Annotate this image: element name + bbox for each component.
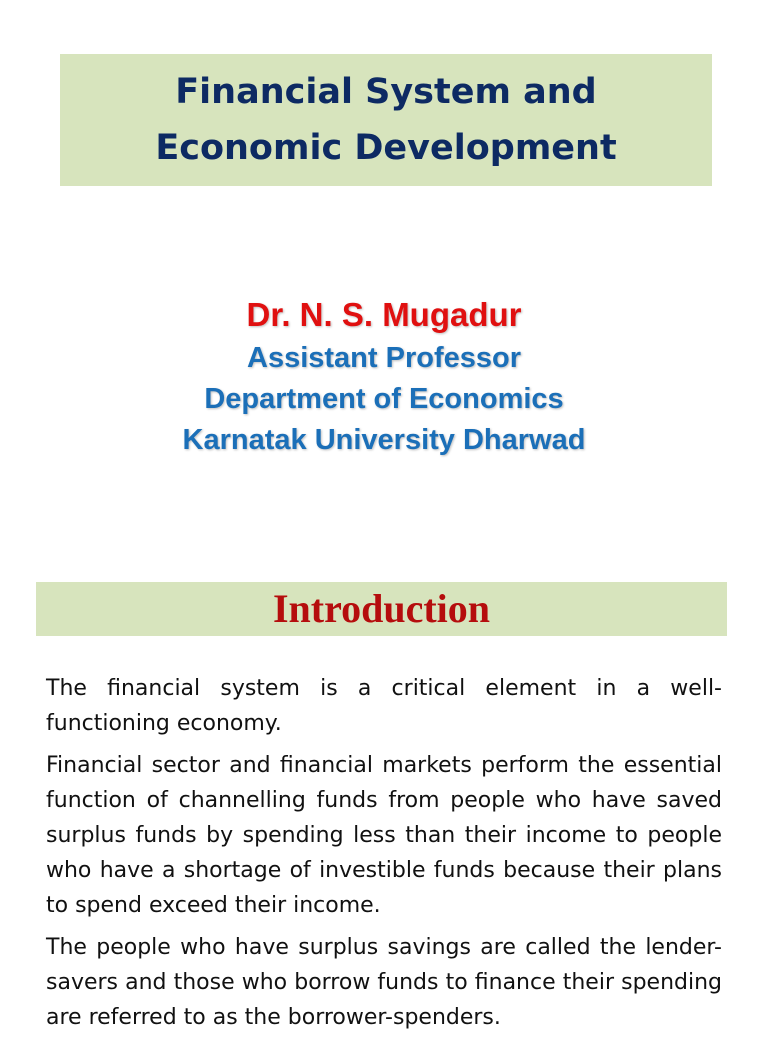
body-paragraph: The financial system is a critical element in a well-functioning economy. bbox=[46, 676, 722, 736]
body-paragraph: Financial sector and financial markets perform the essential function of channelling funds from people who have saved surplus funds by spending less than their income to people who have a shortage of investible funds because their plans to spend exceed their income. bbox=[46, 753, 722, 918]
slide-title: Financial System and Economic Development bbox=[155, 72, 617, 168]
author-position: Assistant Professor bbox=[247, 342, 521, 374]
author-university: Karnatak University Dharwad bbox=[182, 424, 586, 456]
body-paragraph: The people who have surplus savings are called the lender-savers and those who borrow funds to finance their spending are referred to as the borrower-spenders. bbox=[46, 935, 722, 1030]
introduction-body bbox=[46, 671, 722, 1042]
title-banner bbox=[60, 54, 712, 186]
author-block bbox=[0, 292, 768, 461]
author-department: Department of Economics bbox=[204, 383, 564, 415]
introduction-banner bbox=[36, 582, 727, 636]
introduction-heading: Introduction bbox=[272, 586, 491, 631]
author-name: Dr. N. S. Mugadur bbox=[246, 296, 522, 333]
